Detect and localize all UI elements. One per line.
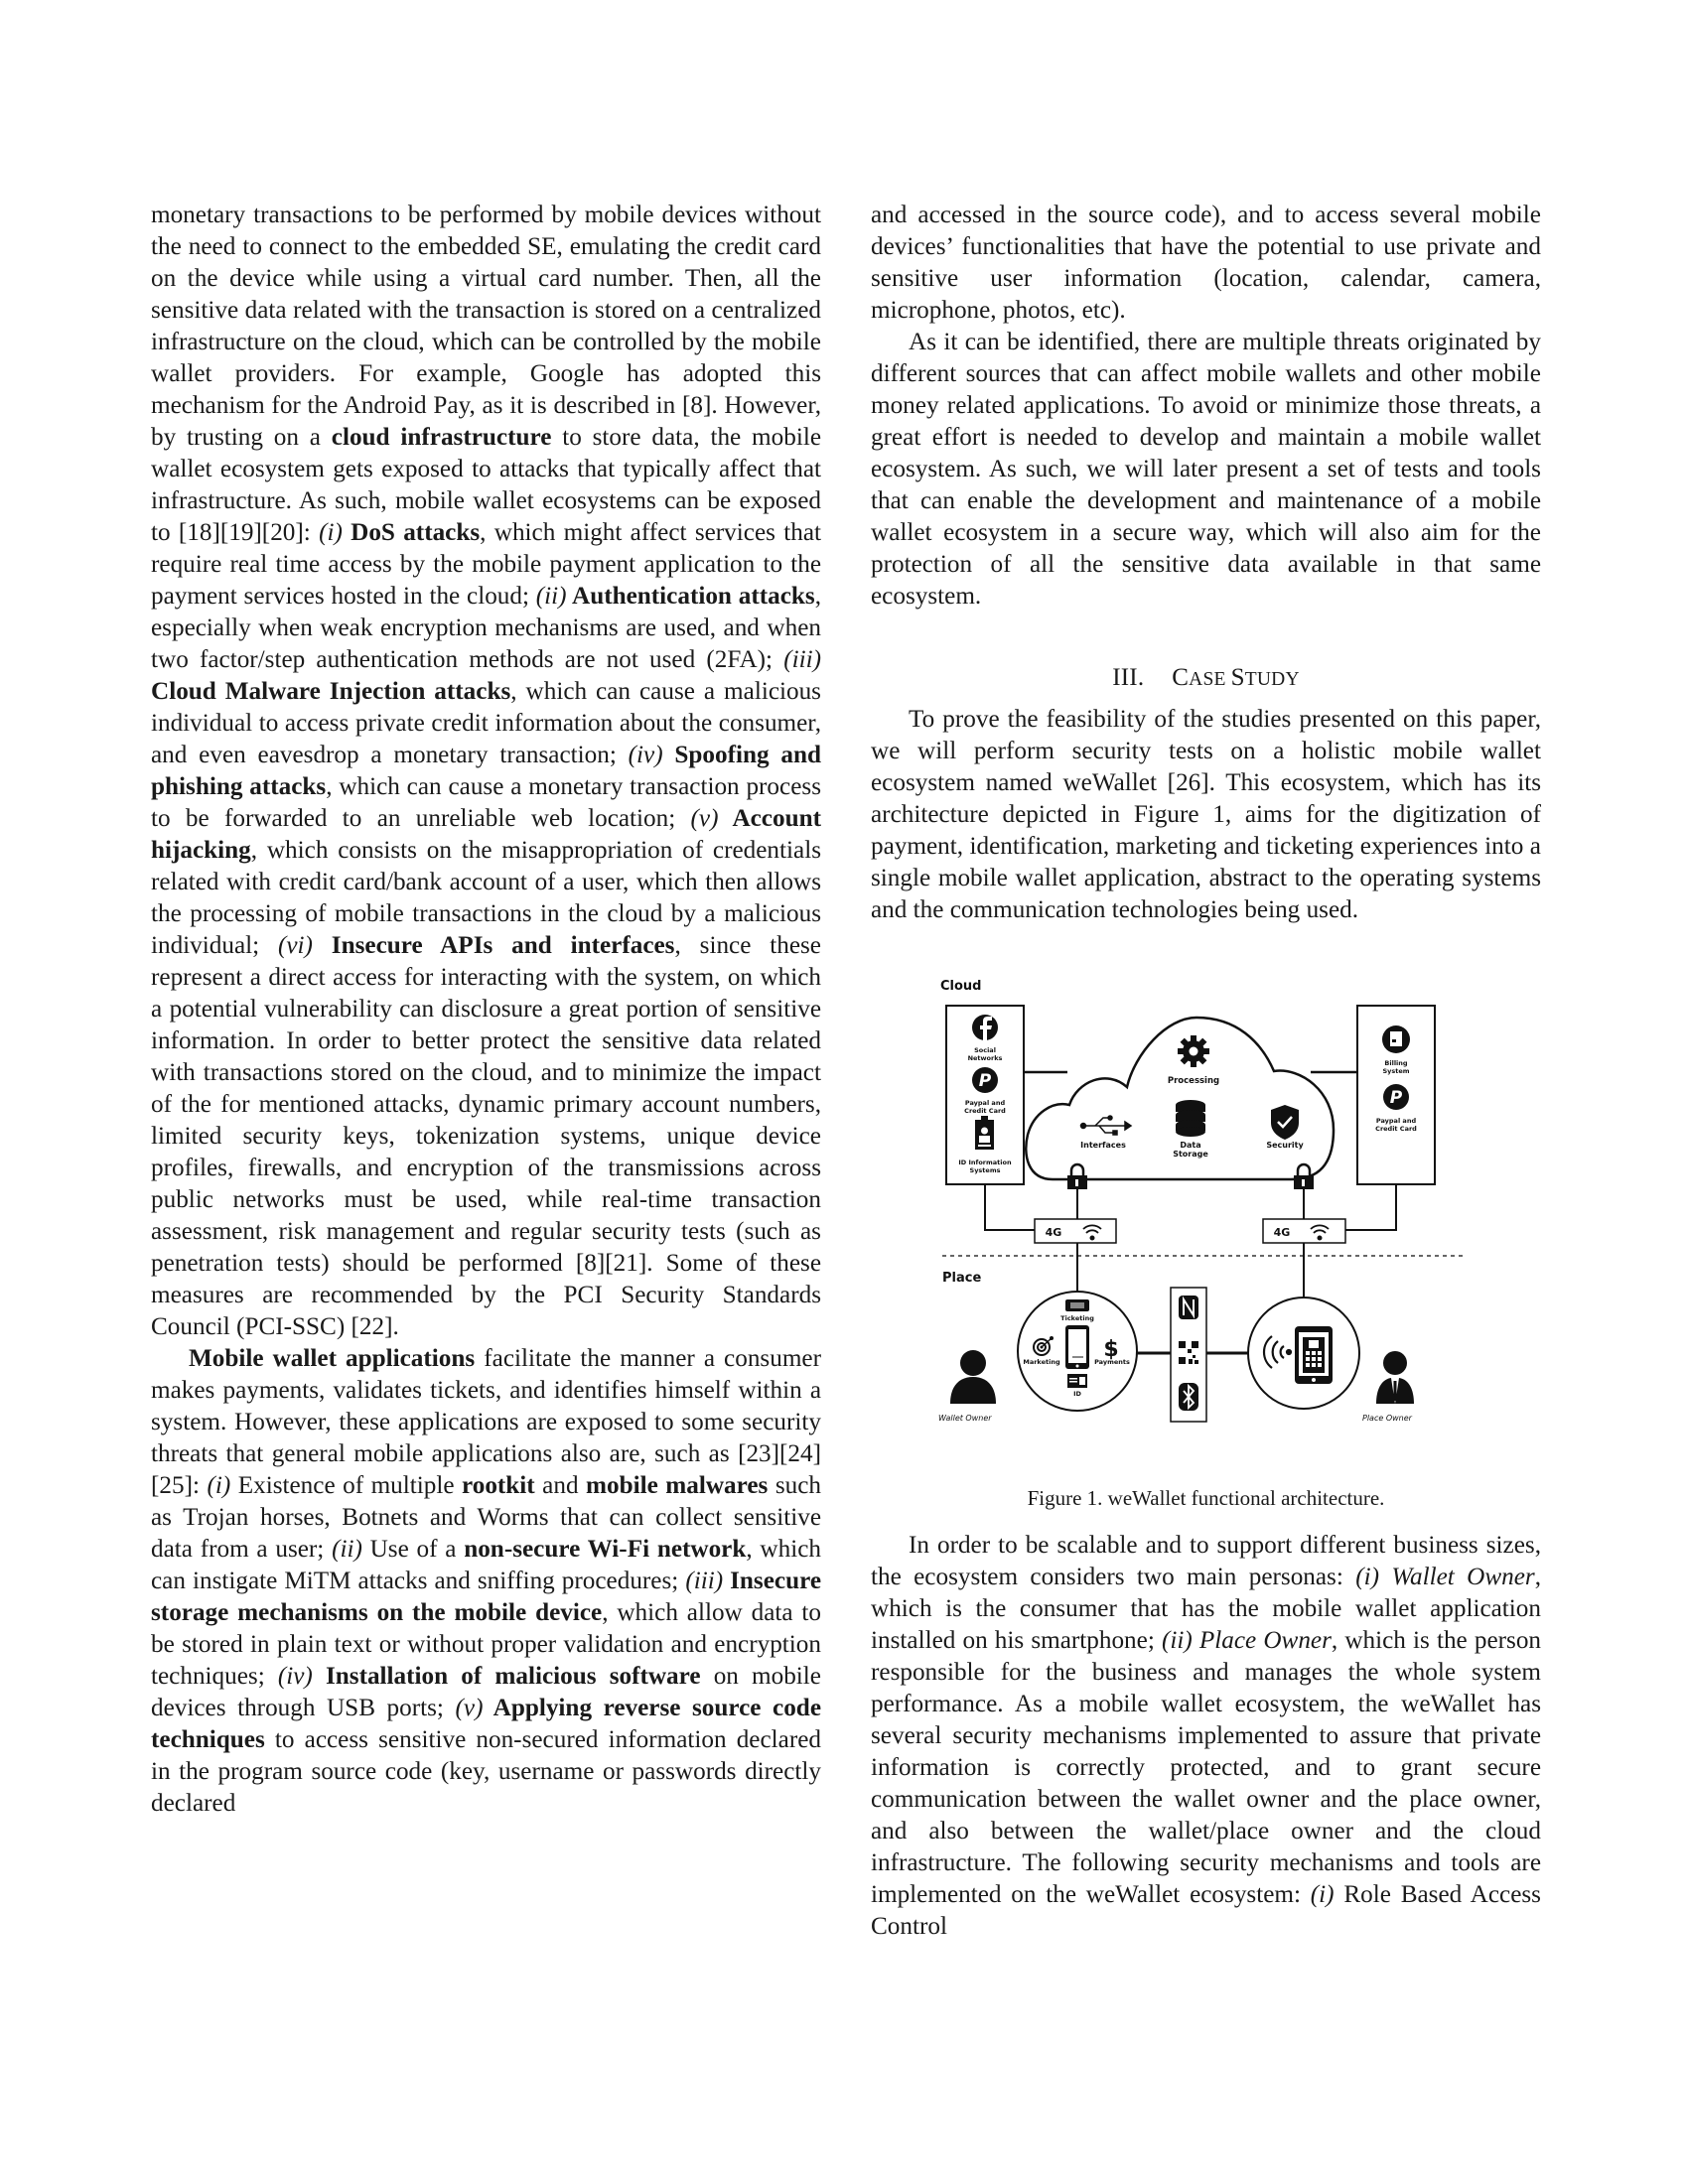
- id-card-icon: [1067, 1374, 1087, 1388]
- data-storage-label: Data: [1179, 1141, 1201, 1150]
- wallet-owner-label: Wallet Owner: [937, 1414, 992, 1423]
- list-marker: (i): [207, 1472, 231, 1499]
- list-marker: (iii): [685, 1568, 724, 1594]
- italic-term: (i) Wallet Owner: [1355, 1564, 1535, 1590]
- bold-term: Insecure APIs and interfaces: [312, 932, 675, 959]
- paragraph-case-study-intro: To prove the feasibility of the studies presented on this paper, we will perform security tests on a holistic mobile wallet ecosystem named weWallet [26]. This ecosystem, which has its architecture depicted in Figure 1, aims for the digitization of payment, identification, marketing and ticketing experiences into a single mobile wallet application, abstract to the operating systems and the communication technologies being used.: [871, 706, 1541, 923]
- section-title-part: C: [1172, 664, 1190, 691]
- bold-term: Mobile wallet applications: [189, 1345, 476, 1372]
- nfc-icon: [1179, 1296, 1198, 1319]
- paypal-icon: [1383, 1084, 1409, 1110]
- social-networks-label: Social: [973, 1046, 996, 1054]
- ticket-icon: [1065, 1299, 1089, 1311]
- bold-term: Authentication attacks: [566, 583, 815, 610]
- payments-label: Payments: [1093, 1358, 1130, 1366]
- network-4g-label: 4G: [1273, 1226, 1290, 1239]
- svg-text:P: P: [1389, 1088, 1402, 1108]
- smartphone-icon: [1065, 1325, 1089, 1369]
- text-run: monetary transactions to be performed by mobile devices without the need to connect to the embedded SE, emulating the credit card on the device while using a virtual card number. Then, all the sensitive data related with the transaction is stored on a centralized infrastructure on the cloud, which can be controlled by the mobile wallet providers. For example, Google has adopted this mechanism for the Android Pay, as it is described in [8]. However, by trusting on a: [151, 202, 821, 451]
- text-run: In order to be scalable and to support different business sizes, the ecosystem considers two main personas:: [871, 1532, 1541, 1590]
- facebook-icon: [972, 1015, 998, 1040]
- text-run: facilitate the manner a consumer makes payments, validates tickets, and identifies himself within a system. However, these applications are exposed to some security threats that general mobile applications also are, such as [23][24][25]:: [151, 1345, 821, 1499]
- text-run: , which allow data to be stored in plain text or without proper validation and encryption techniques;: [151, 1599, 821, 1690]
- ticketing-label: Ticketing: [1059, 1314, 1094, 1322]
- processing-label: Processing: [1167, 1076, 1219, 1086]
- paragraph-mobile-wallet-applications: [151, 1343, 821, 1820]
- gear-icon: [1178, 1035, 1209, 1067]
- italic-term: (ii) Place Owner: [1161, 1627, 1332, 1654]
- marketing-label: Marketing: [1022, 1358, 1060, 1366]
- right-column: [871, 200, 1541, 1943]
- cloud-zone-label: Cloud: [939, 979, 981, 994]
- billing-system-label: System: [1381, 1067, 1410, 1075]
- bold-term: Insecure storage mechanisms on the mobile device: [151, 1568, 821, 1626]
- section-number: III.: [1112, 664, 1145, 691]
- bold-term: Applying reverse source code techniques: [151, 1695, 821, 1753]
- text-run: , which is the consumer that has the mobile wallet application installed on his smartphone;: [871, 1564, 1541, 1654]
- place-zone-label: Place: [941, 1271, 981, 1286]
- bold-term: rootkit: [462, 1472, 535, 1499]
- paypal-label: Credit Card: [963, 1107, 1006, 1115]
- id-systems-label: Systems: [969, 1166, 1000, 1174]
- id-systems-label: ID Information: [957, 1159, 1012, 1166]
- bold-term: Account hijacking: [151, 805, 821, 864]
- bold-term: mobile malwares: [586, 1472, 769, 1499]
- list-marker: (v): [455, 1695, 484, 1721]
- section-heading: [871, 662, 1541, 696]
- list-marker: (ii): [332, 1536, 362, 1563]
- social-networks-label: Networks: [967, 1054, 1002, 1062]
- list-marker: (v): [690, 805, 719, 832]
- left-column: [151, 200, 821, 1820]
- place-owner-avatar-icon: [1376, 1351, 1414, 1404]
- text-run: and: [534, 1472, 587, 1499]
- security-label: Security: [1265, 1141, 1304, 1150]
- text-run: , especially when weak encryption mechanisms are used, and when two factor/step authentication methods are not used (2FA);: [151, 583, 821, 673]
- text-run: on mobile devices through USB ports;: [151, 1663, 821, 1721]
- database-icon: [1176, 1100, 1205, 1137]
- section-title-part: ASE: [1189, 669, 1231, 690]
- paypal-label: Paypal and: [964, 1099, 1005, 1107]
- svg-text:P: P: [978, 1071, 991, 1091]
- bold-term: DoS attacks: [342, 519, 481, 546]
- paragraph-personas: [871, 1530, 1541, 1943]
- billing-system-label: Billing: [1383, 1059, 1408, 1067]
- connector-line: [985, 1184, 1035, 1230]
- text-run: , which can instigate MiTM attacks and sniffing procedures;: [151, 1536, 821, 1594]
- bold-term: Spoofing and phishing attacks: [151, 742, 821, 800]
- list-marker: (iv): [628, 742, 663, 768]
- bold-term: non-secure Wi-Fi network: [464, 1536, 747, 1563]
- wallet-owner-avatar-icon: [950, 1350, 996, 1404]
- text-run: , since these represent a direct access for interacting with the system, on which a potential vulnerability can disclosure a great portion of sensitive information. In order to better protect the sensitive data related with transactions stored on the cloud, and to minimize the impact of the for mentioned attacks, dynamic primary account numbers, limited security keys, tokenization systems, unique device profiles, firewalls, and encryption of the transmissions across public networks must be used, while real-time transaction assessment, risk management and regular security tests (such as penetration tests) should be performed [8][21]. Some of these measures are recommended by the PCI Security Standards Council (PCI-SSC) [22].: [151, 932, 821, 1340]
- text-run: such as Trojan horses, Botnets and Worms that can collect sensitive data from a user;: [151, 1472, 822, 1563]
- text-run: Role Based Access Control: [871, 1881, 1541, 1940]
- text-run: , which can cause a malicious individual to access private credit information about the consumer, and even eavesdrop a monetary transaction;: [151, 678, 821, 768]
- list-marker: (iii): [783, 646, 821, 673]
- paragraph-threats-summary: As it can be identified, there are multiple threats originated by different sources that can affect mobile wallets and other mobile money related applications. To avoid or minimize those threats, a great effort is needed to develop and maintain a mobile wallet ecosystem. As such, we will later present a set of tests and tools that can enable the development and maintenance of a mobile wallet ecosystem in a secure way, which will also aim for the protection of all the sensitive data available in that same ecosystem.: [871, 329, 1541, 610]
- dollar-icon: $: [1102, 1337, 1119, 1362]
- paragraph-continued: and accessed in the source code), and to access several mobile devices’ functionalities that have the potential to use private and sensitive user information (location, calendar, camera, microphone, photos, etc).: [871, 202, 1541, 324]
- paypal-icon: [972, 1067, 998, 1093]
- text-run: , which might affect services that require real time access by the mobile payment application to the payment services hosted in the cloud;: [151, 519, 821, 610]
- text-run: , which can cause a monetary transaction process to be forwarded to an unreliable web location;: [151, 773, 821, 832]
- interfaces-label: Interfaces: [1079, 1141, 1126, 1150]
- bold-term: cloud infrastructure: [331, 424, 552, 451]
- paypal-label: Credit Card: [1374, 1125, 1417, 1133]
- text-run: Use of a: [361, 1536, 465, 1563]
- id-label: ID: [1072, 1390, 1081, 1398]
- figure-architecture: [928, 966, 1484, 1472]
- list-marker: (vi): [277, 932, 313, 959]
- architecture-diagram: [928, 966, 1484, 1472]
- network-4g-label: 4G: [1045, 1226, 1061, 1239]
- figure-caption: Figure 1. weWallet functional architecture.: [1027, 1486, 1385, 1510]
- bold-term: Installation of malicious software: [312, 1663, 701, 1690]
- place-owner-label: Place Owner: [1361, 1414, 1412, 1423]
- pos-terminal-icon: [1295, 1326, 1333, 1384]
- section-title-part: S: [1230, 664, 1245, 691]
- text-run: to store data, the mobile wallet ecosystem gets exposed to attacks that typically affect that infrastructure. As such, mobile wallet ecosystems can be exposed to [18][19][20]:: [151, 424, 821, 546]
- paragraph-cloud-attacks: [151, 200, 821, 1343]
- section-title-part: TUDY: [1244, 669, 1300, 690]
- text-run: , which consists on the misappropriation of credentials related with credit card/bank account of a user, which then allows the processing of mobile transactions in the cloud by a malicious individual;: [151, 837, 821, 959]
- text-run: Existence of multiple: [230, 1472, 462, 1499]
- id-badge-icon: [975, 1116, 994, 1150]
- list-marker: (iv): [277, 1663, 313, 1690]
- bold-term: Cloud Malware Injection attacks: [151, 678, 511, 705]
- connector-line: [1345, 1184, 1396, 1230]
- list-marker: (i): [319, 519, 343, 546]
- text-run: , which is the person responsible for the business and manages the whole system performance. As a mobile wallet ecosystem, the weWallet has several security mechanisms implemented to assure that private information is correctly protected, and to grant secure communication between the wallet owner and the place owner, and also between the wallet/place owner and the cloud infrastructure. The following security mechanisms and tools are implemented on the weWallet ecosystem:: [871, 1627, 1542, 1908]
- text-run: to access sensitive non-secured information declared in the program source code (key, username or passwords directly declared: [151, 1726, 821, 1817]
- bluetooth-icon: [1179, 1383, 1198, 1411]
- data-storage-label: Storage: [1172, 1150, 1208, 1159]
- paypal-label: Paypal and: [1375, 1117, 1416, 1125]
- list-marker: (i): [1310, 1881, 1335, 1908]
- billing-icon: [1382, 1025, 1410, 1053]
- list-marker: (ii): [535, 583, 567, 610]
